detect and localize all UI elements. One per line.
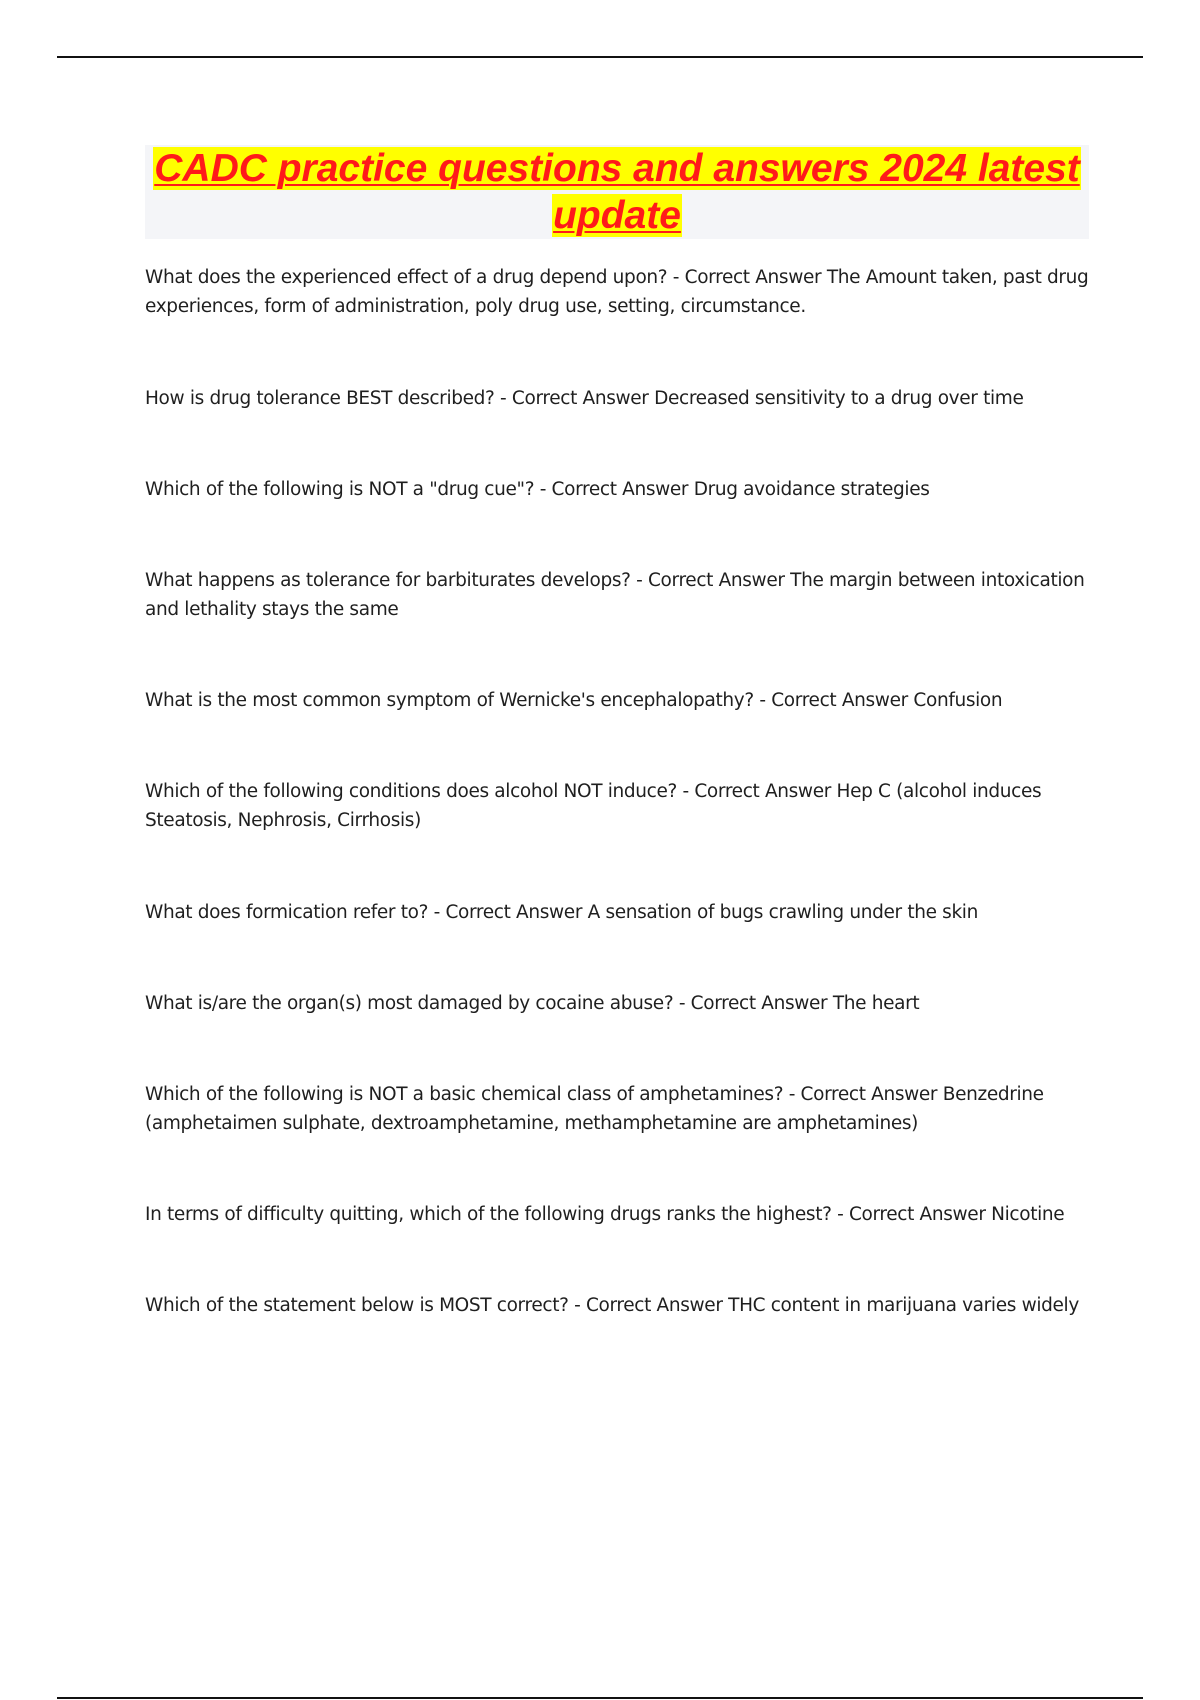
qa-item: Which of the following is NOT a basic chemical class of amphetamines? - Correct Answer Benzedrine (amphetaimen sulphate, dextroamphetamine, methamphetamine are amphetamines) (145, 1084, 1044, 1134)
qa-item: What does the experienced effect of a drug depend upon? - Correct Answer The Amount taken, past drug experiences, form of administration, poly drug use, setting, circumstance. (145, 267, 1089, 317)
qa-item: What happens as tolerance for barbiturates develops? - Correct Answer The margin between intoxication and lethality stays the same (145, 570, 1085, 620)
qa-item: Which of the statement below is MOST correct? - Correct Answer THC content in marijuana varies widely (145, 1295, 1079, 1316)
document-title (145, 145, 1089, 239)
title-box (145, 145, 1089, 239)
qa-item: Which of the following conditions does alcohol NOT induce? - Correct Answer Hep C (alcohol induces Steatosis, Nephrosis, Cirrhosis) (145, 781, 1042, 831)
qa-item: In terms of difficulty quitting, which of the following drugs ranks the highest? - Correct Answer Nicotine (145, 1204, 1065, 1225)
qa-item: What does formication refer to? - Correct Answer A sensation of bugs crawling under the skin (145, 902, 978, 923)
qa-item: What is the most common symptom of Wernicke's encephalopathy? - Correct Answer Confusion (145, 690, 1003, 711)
page-bottom-rule (57, 1697, 1143, 1699)
qa-item: Which of the following is NOT a "drug cue"? - Correct Answer Drug avoidance strategies (145, 479, 930, 500)
document-title-text: CADC practice questions and answers 2024 latest update (154, 147, 1080, 237)
qa-item: What is/are the organ(s) most damaged by cocaine abuse? - Correct Answer The heart (145, 993, 920, 1014)
page-top-rule (57, 56, 1143, 58)
qa-item: How is drug tolerance BEST described? - Correct Answer Decreased sensitivity to a drug over time (145, 388, 1024, 409)
